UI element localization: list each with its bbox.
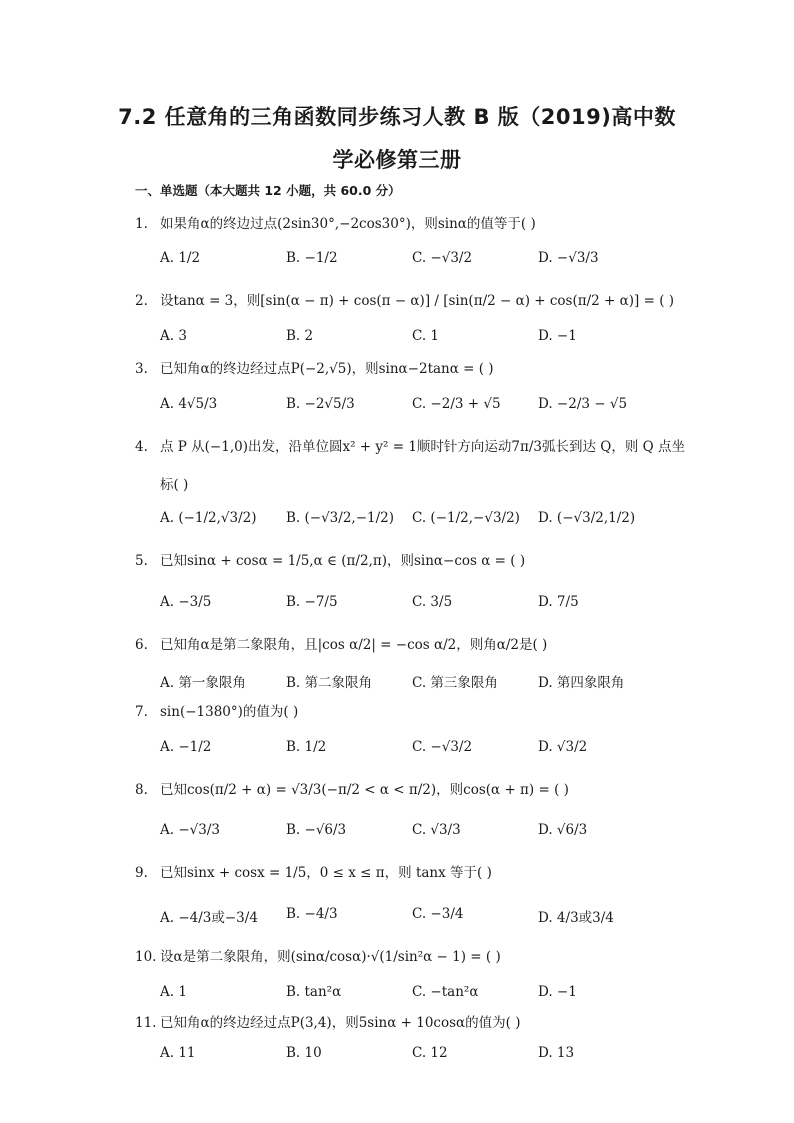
question-stem: 已知sinα + cosα = 1/5,α ∈ (π/2,π)，则sinα−cos α = ( ) — [160, 553, 526, 569]
option-c: C. −3/4 — [412, 906, 464, 922]
option-c: C. −√3/2 — [412, 739, 473, 755]
option-d: D. √6/3 — [538, 822, 588, 838]
option-a: A. 4√5/3 — [160, 396, 218, 412]
question-stem: 已知角α的终边经过点P(3,4)，则5sinα + 10cosα的值为( ) — [160, 1015, 521, 1031]
option-b: B. −2√5/3 — [286, 396, 355, 412]
question-number: 6. — [135, 637, 148, 653]
option-a: A. 1 — [160, 984, 187, 1000]
option-c: C. √3/3 — [412, 822, 461, 838]
question-stem: 设tanα = 3，则[sin(α − π) + cos(π − α)] / [sin(π/2 − α) + cos(π/2 + α)] = ( ) — [160, 293, 675, 309]
option-b: B. −1/2 — [286, 250, 338, 266]
question-7 — [135, 703, 695, 721]
question-6 — [135, 636, 695, 654]
option-b: B. 第二象限角 — [286, 675, 373, 691]
question-stem: 已知cos(π/2 + α) = √3/3(−π/2 < α < π/2)，则cos(α + π) = ( ) — [160, 782, 569, 798]
question-number: 4. — [135, 439, 148, 455]
option-d: D. 4/3或3/4 — [538, 910, 614, 926]
question-2 — [135, 292, 695, 310]
option-c: C. −√3/2 — [412, 250, 473, 266]
question-9 — [135, 864, 695, 882]
option-c: C. 1 — [412, 328, 440, 344]
question-number: 11. — [135, 1015, 157, 1031]
option-a: A. −1/2 — [160, 739, 212, 755]
question-10 — [135, 948, 695, 966]
question-4 — [135, 438, 695, 456]
question-3 — [135, 360, 695, 378]
question-stem-continuation: 标( ) — [160, 477, 189, 493]
option-c: C. 3/5 — [412, 594, 453, 610]
question-number: 2. — [135, 293, 148, 309]
document-title-line-1: 7.2 任意角的三角函数同步练习人教 B 版（2019)高中数 — [118, 105, 676, 129]
section-heading: 一、单选题（本大题共 12 小题，共 60.0 分） — [135, 183, 401, 198]
option-d: D. −√3/3 — [538, 250, 599, 266]
option-a: A. 3 — [160, 328, 187, 344]
option-c: C. (−1/2,−√3/2) — [412, 510, 520, 526]
question-number: 10. — [135, 949, 157, 965]
option-b: B. −√6/3 — [286, 822, 347, 838]
question-stem: 设α是第二象限角，则(sinα/cosα)·√(1/sin²α − 1) = ( ) — [160, 949, 501, 965]
document-title-line-2: 学必修第三册 — [332, 148, 462, 172]
option-b: B. 2 — [286, 328, 314, 344]
option-d: D. 第四象限角 — [538, 675, 625, 691]
option-b: B. tan²α — [286, 984, 342, 1000]
option-d: D. −1 — [538, 328, 577, 344]
question-8 — [135, 781, 695, 799]
option-d: D. −2/3 − √5 — [538, 396, 628, 412]
question-stem: sin(−1380°)的值为( ) — [160, 704, 299, 720]
option-b: B. −4/3 — [286, 906, 338, 922]
question-number: 8. — [135, 782, 148, 798]
question-stem: 已知角α是第二象限角，且|cos α/2| = −cos α/2，则角α/2是( ) — [160, 637, 548, 653]
option-a: A. −√3/3 — [160, 822, 220, 838]
question-stem: 已知角α的终边经过点P(−2,√5)，则sinα−2tanα = ( ) — [160, 361, 494, 377]
option-d: D. (−√3/2,1/2) — [538, 510, 636, 526]
question-stem: 如果角α的终边过点(2sin30°,−2cos30°)，则sinα的值等于( ) — [160, 216, 536, 232]
option-a: A. 第一象限角 — [160, 675, 246, 691]
option-d: D. √3/2 — [538, 739, 588, 755]
option-d: D. −1 — [538, 984, 577, 1000]
option-a: A. (−1/2,√3/2) — [160, 510, 257, 526]
option-a: A. 1/2 — [160, 250, 201, 266]
option-b: B. (−√3/2,−1/2) — [286, 510, 395, 526]
option-a: A. −3/5 — [160, 594, 212, 610]
option-a: A. 11 — [160, 1045, 196, 1061]
option-d: D. 13 — [538, 1045, 575, 1061]
question-stem: 已知sinx + cosx = 1/5，0 ≤ x ≤ π，则 tanx 等于( ) — [160, 865, 492, 881]
question-number: 9. — [135, 865, 148, 881]
option-d: D. 7/5 — [538, 594, 579, 610]
question-number: 1. — [135, 216, 148, 232]
option-c: C. 第三象限角 — [412, 675, 498, 691]
question-number: 5. — [135, 553, 148, 569]
question-number: 7. — [135, 704, 148, 720]
option-b: B. 1/2 — [286, 739, 327, 755]
option-c: C. −2/3 + √5 — [412, 396, 501, 412]
question-11 — [135, 1014, 695, 1032]
question-number: 3. — [135, 361, 148, 377]
option-b: B. −7/5 — [286, 594, 338, 610]
option-c: C. 12 — [412, 1045, 448, 1061]
option-c: C. −tan²α — [412, 984, 479, 1000]
option-a: A. −4/3或−3/4 — [160, 910, 258, 926]
option-b: B. 10 — [286, 1045, 322, 1061]
question-5 — [135, 552, 695, 570]
question-1 — [135, 215, 695, 233]
question-stem: 点 P 从(−1,0)出发，沿单位圆x² + y² = 1顺时针方向运动7π/3弧长到达 Q，则 Q 点坐 — [160, 439, 686, 455]
